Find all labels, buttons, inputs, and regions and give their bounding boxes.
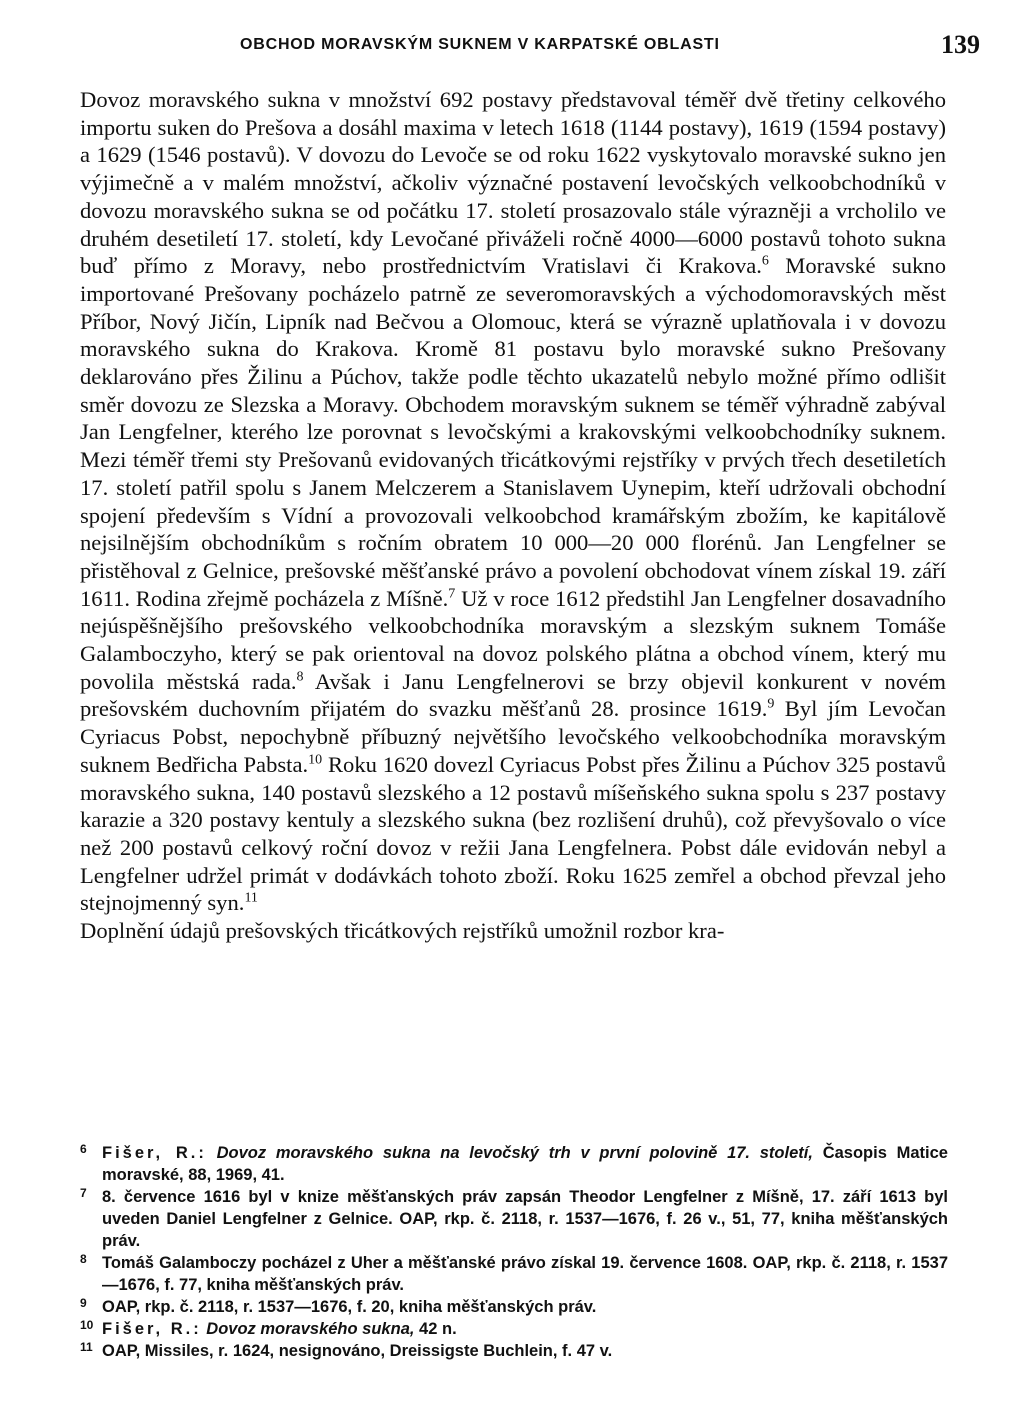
paragraph-segment: Roku 1620 dovezl Cyriacus Pobst přes Žilinu a Púchov 325 postavů moravského sukna, 140 postavů slezského a 12 postavů míšeňského sukna spolu s 237 postavy karazie a 320 postavy kentuly a slezského sukna (bez rozlišení druhů), což převyšovalo o více než 200 postavů celkový roční dovoz v režii Jana Lengfelnera. Pobst dále evidován nebyl a Lengfelner udržel primát v dodávkách tohoto zboží. Roku 1625 zemřel a obchod převzal jeho stejnojmenný syn. bbox=[80, 751, 946, 916]
paragraph-segment: Avšak i Janu Lengfelnerovi se brzy objevil konkurent v novém prešovském duchovním přijatém do svazku měšťanů 28. prosince 1619. bbox=[80, 668, 946, 722]
body-text bbox=[80, 86, 946, 945]
footnote-author: Fišer, R.: bbox=[102, 1320, 202, 1338]
footnote-text: OAP, Missiles, r. 1624, nesignováno, Dreissigste Buchlein, f. 47 v. bbox=[102, 1342, 613, 1360]
paragraph-segment: Moravské sukno importované Prešovany pocházelo patrně ze severomoravských a východomoravských měst Příbor, Nový Jičín, Lipník nad Bečvou a Olomouc, která se výrazně uplatňovala i v dovozu moravského sukna do Krakova. Kromě 81 postavu bylo moravské sukno Prešovany deklarováno přes Žilinu a Púchov, takže podle těchto ukazatelů nebylo možné přímo odlišit směr dovozu ze Slezska a Moravy. Obchodem moravským suknem se téměř výhradně zabýval Jan Lengfelner, kterého lze porovnat s levočskými a krakovskými velkoobchodníky suknem. Mezi téměř třemi sty Prešovanů evidovaných třicátkovými rejstříky v prvých třech desetiletích 17. století patřil spolu s Janem Melczerem a Stanislavem Uynepim, kteří udržovali obchodní spojení především s Vídní a provozovali velkoobchod kramářským zbožím, ke kapitálově nejsilnějším obchodníkům s ročním obratem 10 000—20 000 florénů. Jan Lengfelner se přistěhoval z Gelnice, prešovské měšťanské právo a povolení obchodovat vínem získal 19. září 1611. Rodina zřejmě pocházela z Míšně. bbox=[80, 253, 946, 611]
footnote-ref: 8 bbox=[296, 669, 304, 685]
footnote-text: 8. července 1616 byl v knize měšťanských práv zapsán Theodor Lengfelner z Míšně, 17. září 1613 byl uveden Daniel Lengfelner z Gelnice. OAP, rkp. č. 2118, r. 1537—1676, f. 26 v., 51, 77, kniha měšťanských práv. bbox=[102, 1188, 948, 1250]
footnote-number: 6 bbox=[80, 1142, 87, 1156]
footnote-text: OAP, rkp. č. 2118, r. 1537—1676, f. 20, kniha měšťanských práv. bbox=[102, 1298, 597, 1316]
footnote-text: Tomáš Galamboczy pocházel z Uher a měšťanské právo získal 19. července 1608. OAP, rkp. č. 2118, r. 1537—1676, f. 77, kniha měšťanských práv. bbox=[102, 1254, 948, 1294]
footnote-ref: 7 bbox=[448, 586, 456, 602]
footnote bbox=[80, 1186, 948, 1252]
footnote bbox=[80, 1252, 948, 1296]
footnote-text: 42 n. bbox=[419, 1320, 457, 1338]
page-number: 139 bbox=[941, 30, 980, 59]
footnote-number: 7 bbox=[80, 1186, 87, 1200]
footnote-ref: 6 bbox=[761, 253, 769, 269]
footnote-text: Časopis Matice moravské, 88, 1969, 41. bbox=[102, 1144, 948, 1184]
footnote-ref: 9 bbox=[767, 696, 775, 712]
footnote-ref: 10 bbox=[308, 752, 323, 768]
page-header bbox=[80, 30, 980, 64]
footnote-title: Dovoz moravského sukna na levočský trh v první polovině 17. století, bbox=[216, 1144, 813, 1162]
footnote-ref: 11 bbox=[244, 890, 258, 906]
paragraph bbox=[80, 86, 946, 917]
footnote bbox=[80, 1142, 948, 1186]
footnotes bbox=[80, 1142, 948, 1362]
footnote-number: 9 bbox=[80, 1296, 87, 1310]
footnote-author: Fišer, R.: bbox=[102, 1144, 207, 1162]
running-title: OBCHOD MORAVSKÝM SUKNEM V KARPATSKÉ OBLASTI bbox=[240, 36, 720, 53]
footnote bbox=[80, 1340, 948, 1362]
footnote-number: 8 bbox=[80, 1252, 87, 1266]
paragraph-segment: Už v roce 1612 předstihl Jan Lengfelner dosavadního nejúspěšnějšího prešovského velkoobchodníka moravským a slezským suknem Tomáše Galamboczyho, který se pak orientoval na dovoz polského plátna a obchod vínem, který mu povolila městská rada. bbox=[80, 585, 946, 694]
footnote-number: 11 bbox=[80, 1340, 93, 1354]
paragraph-segment: Dovoz moravského sukna v množství 692 postavy představoval téměř dvě třetiny celkového importu suken do Prešova a dosáhl maxima v letech 1618 (1144 postavy), 1619 (1594 postavy) a 1629 (1546 postavů). V dovozu do Levoče se od roku 1622 vyskytovalo moravské sukno jen výjimečně a v malém množství, ačkoliv význačné postavení levočských velkoobchodníků v dovozu moravského sukna se od počátku 17. století prosazovalo stále výrazněji a vrcholilo ve druhém desetiletí 17. století, kdy Levočané přiváželi ročně 4000—6000 postavů tohoto sukna buď přímo z Moravy, nebo prostřednictvím Vratislavi či Krakova. bbox=[80, 87, 946, 279]
footnote-number: 10 bbox=[80, 1318, 94, 1332]
paragraph: Doplnění údajů prešovských třicátkových rejstříků umožnil rozbor kra- bbox=[80, 918, 725, 944]
paragraph-segment: Byl jím Levočan Cyriacus Pobst, nepochybně příbuzný největšího levočského velkoobchodníka moravským suknem Bedřicha Pabsta. bbox=[80, 696, 946, 777]
footnote bbox=[80, 1296, 948, 1318]
footnote bbox=[80, 1318, 948, 1340]
footnote-title: Dovoz moravského sukna, bbox=[206, 1320, 415, 1338]
